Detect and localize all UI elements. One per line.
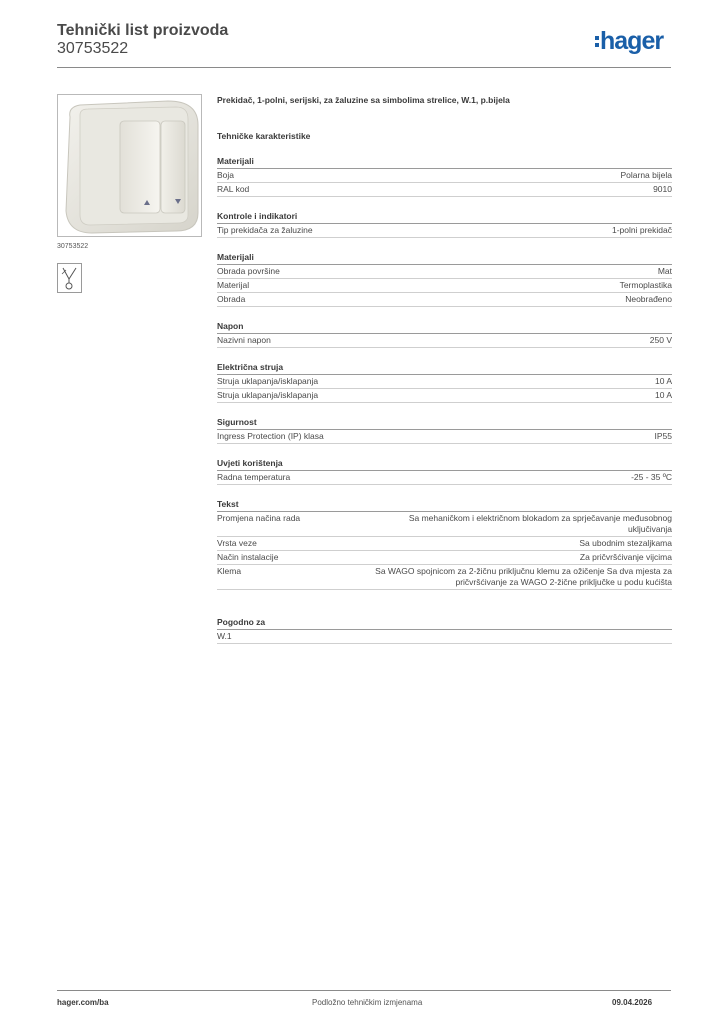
spec-row — [217, 169, 672, 183]
spec-row — [217, 630, 672, 644]
product-image — [57, 94, 202, 237]
footer-website: hager.com/ba — [57, 998, 109, 1007]
footer-note: Podložno tehničkim izmjenama — [312, 998, 423, 1007]
spec-value: 10 A — [654, 390, 672, 400]
footer-divider — [57, 990, 671, 991]
section-title: Materijali — [217, 252, 672, 265]
circuit-symbol-icon — [57, 263, 82, 293]
spec-label: Klema — [217, 566, 242, 576]
spec-row — [217, 430, 672, 444]
spec-label: Vrsta veze — [217, 538, 257, 548]
spec-section-suitable-for — [217, 617, 672, 644]
document-title: Tehnički list proizvoda — [57, 22, 229, 39]
spec-row — [217, 375, 672, 389]
footer-date: 09.04.2026 — [612, 998, 653, 1007]
spec-row — [217, 537, 672, 551]
image-caption: 30753522 — [57, 243, 89, 250]
section-title: Materijali — [217, 156, 672, 169]
spec-label: Obrada površine — [217, 266, 280, 276]
spec-section-current — [217, 362, 672, 403]
section-title: Uvjeti korištenja — [217, 458, 672, 471]
spec-row — [217, 224, 672, 238]
spec-label: Boja — [217, 170, 235, 180]
spec-row — [217, 293, 672, 307]
spec-label: Struja uklapanja/isklapanja — [217, 376, 319, 386]
spec-label: Način instalacije — [217, 552, 279, 562]
section-title: Napon — [217, 321, 672, 334]
section-title: Električna struja — [217, 362, 672, 375]
spec-row — [217, 389, 672, 403]
spec-value: Polarna bijela — [620, 170, 672, 180]
switch-illustration — [58, 95, 201, 236]
spec-row — [217, 334, 672, 348]
spec-value: Sa ubodnim stezaljkama — [579, 538, 672, 548]
spec-row — [217, 265, 672, 279]
spec-value: 1-polni prekidač — [611, 225, 672, 235]
spec-section-conditions — [217, 458, 672, 485]
spec-label: Tip prekidača za žaluzine — [217, 225, 313, 235]
product-code: 30753522 — [57, 40, 129, 57]
spec-value: IP55 — [654, 431, 672, 441]
spec-value: Mat — [657, 266, 672, 276]
header-divider — [57, 67, 671, 68]
hager-logo — [595, 26, 663, 56]
spec-section-materials-2 — [217, 252, 672, 307]
spec-value: Sa WAGO spojnicom za 2-žičnu priključnu klemu za ožičenje Sa dva mjesta za pričvršćivanje za WAGO 2-žične priključke u podu kućišta — [375, 566, 672, 587]
section-title: Sigurnost — [217, 417, 672, 430]
spec-row — [217, 565, 672, 590]
spec-value: Sa mehaničkom i električnom blokadom za sprječavanje međusobnog uključivanja — [408, 513, 672, 534]
spec-label: Radna temperatura — [217, 472, 291, 482]
spec-value: 10 A — [654, 376, 672, 386]
logo-text: hager — [600, 27, 664, 55]
spec-heading: Tehničke karakteristike — [217, 131, 311, 141]
spec-section-safety — [217, 417, 672, 444]
section-title: Tekst — [217, 499, 672, 512]
spec-row — [217, 471, 672, 485]
spec-row — [217, 551, 672, 565]
spec-label: Ingress Protection (IP) klasa — [217, 431, 324, 441]
spec-label: W.1 — [217, 631, 232, 641]
section-title: Pogodno za — [217, 617, 672, 630]
spec-value: -25 - 35 ºC — [631, 472, 672, 482]
section-title: Kontrole i indikatori — [217, 211, 672, 224]
spec-section-voltage — [217, 321, 672, 348]
spec-value: Termoplastika — [619, 280, 672, 290]
spec-value: Neobrađeno — [625, 294, 672, 304]
spec-label: Nazivni napon — [217, 335, 271, 345]
spec-value: Za pričvršćivanje vijcima — [579, 552, 672, 562]
specifications-panel — [217, 95, 672, 644]
spec-label: RAL kod — [217, 184, 250, 194]
spec-section-text — [217, 499, 672, 590]
spec-label: Promjena načina rada — [217, 513, 301, 523]
spec-section-materials — [217, 156, 672, 197]
spec-section-controls — [217, 211, 672, 238]
spec-label: Struja uklapanja/isklapanja — [217, 390, 319, 400]
spec-row — [217, 512, 672, 537]
product-description: Prekidač, 1-polni, serijski, za žaluzine sa simbolima strelice, W.1, p.bijela — [217, 95, 510, 105]
spec-value: 9010 — [653, 184, 672, 194]
spec-value: 250 V — [649, 335, 672, 345]
spec-row — [217, 183, 672, 197]
logo-colon-mark — [595, 43, 599, 47]
spec-label: Materijal — [217, 280, 250, 290]
spec-label: Obrada — [217, 294, 246, 304]
spec-row — [217, 279, 672, 293]
